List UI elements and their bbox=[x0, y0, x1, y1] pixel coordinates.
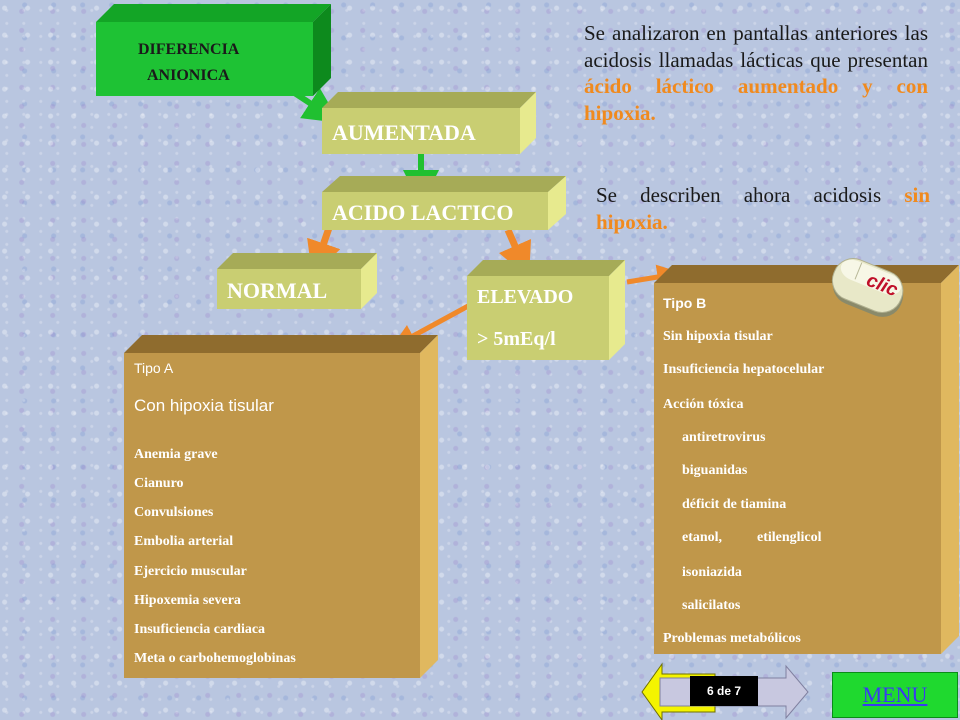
tipo-a-item: Anemia grave bbox=[134, 447, 218, 462]
normal-box bbox=[217, 253, 377, 309]
page-indicator: 6 de 7 bbox=[690, 676, 758, 706]
tipo-b-accion-toxica: Acción tóxica bbox=[663, 397, 744, 412]
elevado-box bbox=[467, 260, 625, 360]
tipo-b-subtitle: Sin hipoxia tisular bbox=[663, 329, 773, 344]
tipo-a-subtitle: Con hipoxia tisular bbox=[134, 396, 274, 415]
tipo-b-drug: déficit de tiamina bbox=[682, 497, 787, 512]
tipo-b-last: Problemas metabólicos bbox=[663, 631, 801, 646]
intro-paragraph bbox=[584, 20, 928, 127]
anionica-label: ANIONICA bbox=[147, 67, 230, 84]
acido-lactico-box bbox=[322, 176, 566, 230]
tipo-b-drug: salicilatos bbox=[682, 598, 741, 613]
tipo-a-item: Hipoxemia severa bbox=[134, 593, 241, 608]
clic-button[interactable] bbox=[826, 255, 910, 325]
tipo-a-item: Ejercicio muscular bbox=[134, 564, 247, 579]
tipo-b-hepatocelular: Insuficiencia hepatocelular bbox=[663, 362, 825, 377]
tipo-a-item: Convulsiones bbox=[134, 505, 214, 520]
tipo-a-title: Tipo A bbox=[134, 360, 174, 376]
intro-highlight: ácido láctico aumentado y con hipoxia. bbox=[584, 74, 928, 125]
diferencia-label: DIFERENCIA bbox=[138, 41, 240, 58]
tipo-b-drug: isoniazida bbox=[682, 565, 742, 580]
tipo-b-drug: biguanidas bbox=[682, 463, 748, 478]
tipo-a-item: Meta o carbohemoglobinas bbox=[134, 651, 296, 666]
tipo-b-drug: etanol, bbox=[682, 530, 723, 545]
tipo-a-box bbox=[124, 335, 438, 678]
aumentada-label: AUMENTADA bbox=[332, 120, 476, 145]
acido-lactico-label: ACIDO LACTICO bbox=[332, 200, 514, 225]
forward-button[interactable] bbox=[760, 664, 808, 716]
clic-label: clic bbox=[863, 269, 901, 302]
elevado-threshold: > 5mEq/l bbox=[477, 328, 556, 350]
arrow-acido-elevado bbox=[508, 230, 522, 262]
aumentada-box bbox=[322, 92, 536, 154]
menu-button[interactable]: MENU bbox=[832, 672, 958, 718]
sin-hipoxia-paragraph bbox=[596, 182, 930, 235]
tipo-a-item: Insuficiencia cardiaca bbox=[134, 622, 266, 637]
intro-text: Se analizaron en pantallas anteriores las acidosis llamadas lácticas que presentan bbox=[584, 21, 928, 72]
sin-hipoxia-highlight: sin hipoxia. bbox=[596, 183, 930, 234]
sin-hipoxia-text: Se describen ahora acidosis bbox=[596, 183, 882, 207]
tipo-b-box bbox=[654, 265, 959, 654]
back-button[interactable] bbox=[642, 664, 688, 716]
elevado-label: ELEVADO bbox=[477, 286, 574, 308]
tipo-a-item: Cianuro bbox=[134, 476, 184, 491]
tipo-b-title: Tipo B bbox=[663, 295, 707, 311]
tipo-b-drug: etilenglicol bbox=[757, 530, 822, 545]
tipo-b-drug: antiretrovirus bbox=[682, 430, 766, 445]
normal-label: NORMAL bbox=[227, 278, 328, 303]
diferencia-anionica-box bbox=[96, 4, 331, 96]
tipo-a-item: Embolia arterial bbox=[134, 534, 234, 549]
